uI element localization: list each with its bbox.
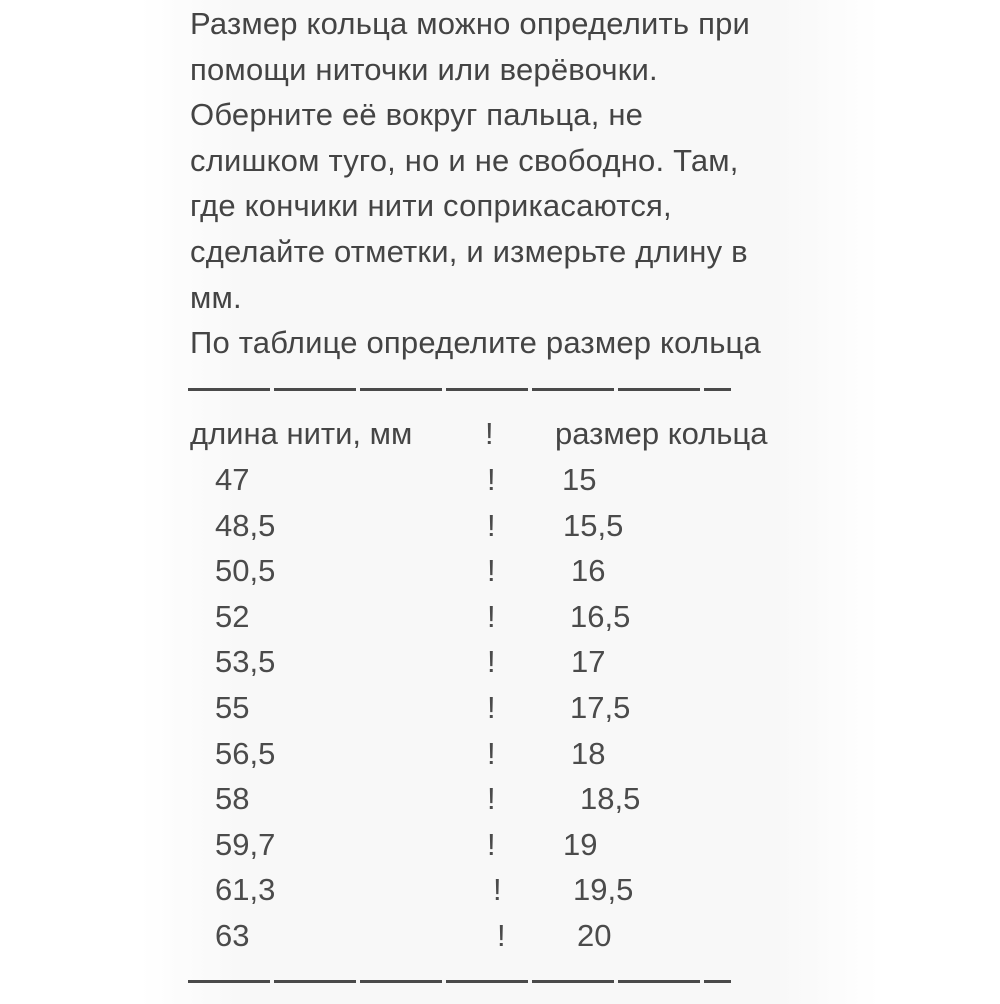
thread-length-value: 58 (215, 781, 250, 817)
thread-length-value: 59,7 (215, 826, 276, 862)
ring-size-value: 16,5 (570, 598, 631, 634)
separator-line (188, 388, 731, 391)
column-divider: ! (485, 416, 494, 452)
column-divider: ! (493, 872, 502, 908)
column-divider: ! (487, 461, 496, 497)
paragraph-line: По таблице определите размер кольца (190, 325, 761, 361)
table-row (0, 457, 1000, 503)
table-header (0, 411, 1000, 457)
table-row (0, 913, 1000, 959)
instructions-paragraph (0, 1, 1000, 366)
ring-size-value: 15,5 (563, 507, 624, 543)
paragraph-line: слишком туго, но и не свободно. Там, (190, 142, 739, 178)
thread-length-value: 55 (215, 689, 250, 725)
table-row (0, 685, 1000, 731)
table-row (0, 822, 1000, 868)
paragraph-line: мм. (190, 279, 242, 315)
column-divider: ! (487, 507, 496, 543)
thread-length-value: 61,3 (215, 872, 276, 908)
thread-length-value: 63 (215, 917, 250, 953)
ring-size-value: 15 (562, 461, 597, 497)
ring-size-value: 20 (577, 917, 612, 953)
size-table-rows (0, 457, 1000, 959)
thread-length-value: 47 (215, 461, 250, 497)
paragraph-line: помощи ниточки или верёвочки. (190, 51, 658, 87)
table-bottom-separator (0, 958, 1000, 1004)
table-row (0, 776, 1000, 822)
thread-length-value: 53,5 (215, 644, 276, 680)
thread-length-value: 52 (215, 598, 250, 634)
header-thread-length: длина нити, мм (190, 416, 413, 452)
table-top-separator (0, 366, 1000, 412)
table-row (0, 639, 1000, 685)
column-divider: ! (487, 598, 496, 634)
ring-size-value: 18 (571, 735, 606, 771)
paragraph-line: Оберните её вокруг пальца, не (190, 97, 644, 133)
ring-size-guide (0, 1, 1000, 1004)
column-divider: ! (487, 735, 496, 771)
ring-size-value: 19 (563, 826, 598, 862)
ring-size-value: 17 (571, 644, 606, 680)
ring-size-value: 19,5 (573, 872, 634, 908)
header-ring-size: размер кольца (555, 416, 768, 452)
paragraph-line: сделайте отметки, и измерьте длину в (190, 233, 748, 269)
column-divider: ! (487, 553, 496, 589)
column-divider: ! (487, 644, 496, 680)
table-row (0, 548, 1000, 594)
ring-size-value: 18,5 (580, 781, 641, 817)
column-divider: ! (487, 689, 496, 725)
column-divider: ! (487, 826, 496, 862)
paragraph-line: где кончики нити соприкасаются, (190, 188, 672, 224)
ring-size-value: 17,5 (570, 689, 631, 725)
thread-length-value: 48,5 (215, 507, 276, 543)
thread-length-value: 56,5 (215, 735, 276, 771)
table-row (0, 867, 1000, 913)
table-row (0, 731, 1000, 777)
table-row (0, 594, 1000, 640)
column-divider: ! (497, 917, 506, 953)
separator-line (188, 980, 731, 983)
table-row (0, 503, 1000, 549)
thread-length-value: 50,5 (215, 553, 276, 589)
paragraph-line: Размер кольца можно определить при (190, 6, 751, 41)
column-divider: ! (487, 781, 496, 817)
ring-size-value: 16 (571, 553, 606, 589)
